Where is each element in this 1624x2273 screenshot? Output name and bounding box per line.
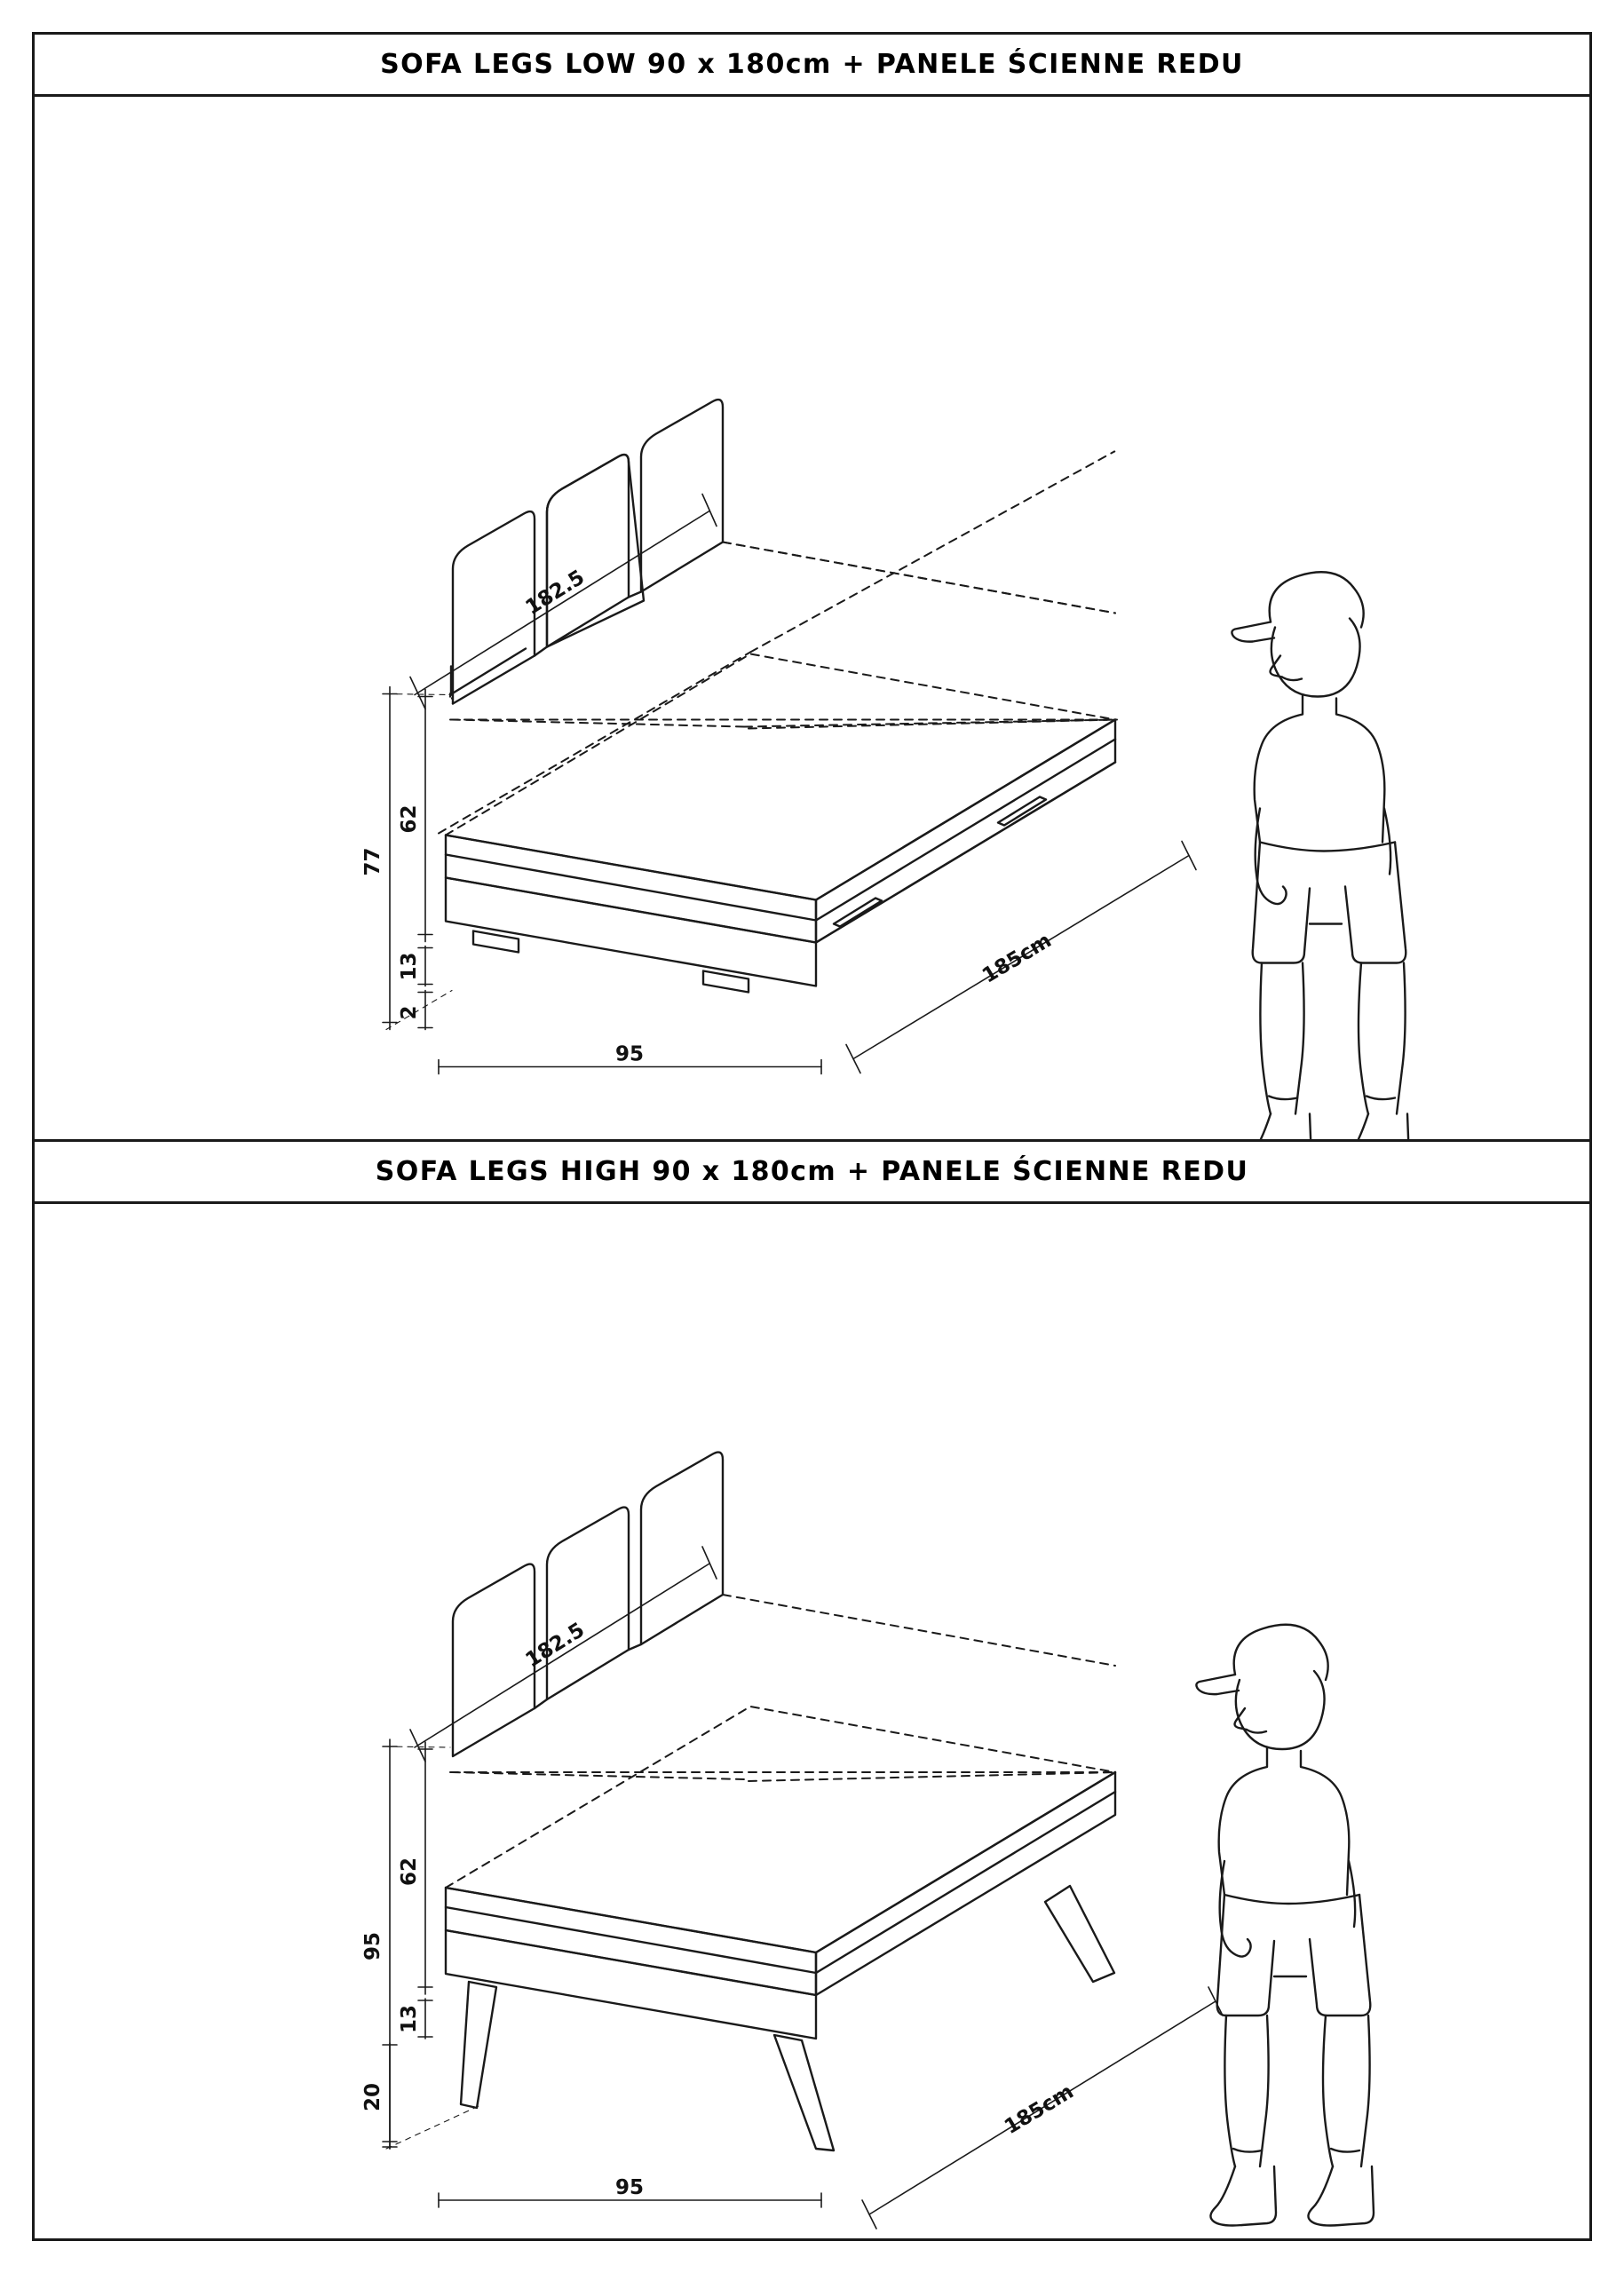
leg-high-front-left <box>461 1982 496 2108</box>
leg-low-side-marker <box>834 797 1046 927</box>
label-depth-front: 95 <box>614 1042 645 1066</box>
dimension-leg-height-high <box>383 2043 397 2149</box>
panel-high-drawing-area <box>35 1204 1589 2244</box>
label-headboard-height-high: 62 <box>398 1857 421 1887</box>
dimension-total-height <box>383 687 397 1030</box>
bed-mattress-top <box>439 452 1114 834</box>
bed-side-rail-right-high <box>816 1772 1115 1995</box>
bed-low-technical-drawing <box>35 97 1589 1139</box>
bed-high-technical-drawing <box>35 1204 1589 2244</box>
bed-side-apron <box>816 763 1115 943</box>
label-depth-front-high: 95 <box>614 2176 645 2199</box>
panel-sofa-legs-high <box>35 1139 1589 2244</box>
headboard-panel-right-high <box>641 1453 723 1644</box>
bed-hidden-edges <box>450 720 1117 729</box>
extension-lines-high <box>386 1746 479 2149</box>
headboard-base-line <box>723 543 1115 614</box>
label-length-high: 185cm <box>1001 2079 1078 2140</box>
dimension-headboard-width <box>410 495 717 709</box>
label-headboard-height: 62 <box>398 804 421 834</box>
leg-high-front-right <box>774 2035 834 2150</box>
label-length: 185cm <box>978 929 1056 988</box>
label-headboard-width: 182.5 <box>521 566 590 620</box>
leg-low-front-right <box>703 971 749 993</box>
person-silhouette <box>1196 1625 1374 2226</box>
label-total-height-high: 95 <box>361 1931 384 1961</box>
label-frame-height: 13 <box>398 952 421 981</box>
label-leg-height: 2 <box>398 1005 421 1020</box>
label-frame-height-high: 13 <box>398 2004 421 2034</box>
label-leg-height-high: 20 <box>361 2082 384 2112</box>
person-silhouette <box>1232 572 1409 1139</box>
bed-top-surface <box>446 654 1115 900</box>
headboard-panel-left <box>450 511 535 703</box>
panel-high-title-bar <box>35 1142 1589 1204</box>
panel-sofa-legs-low <box>35 35 1589 1139</box>
drawing-sheet <box>32 32 1592 2241</box>
bed-hidden-edges-high <box>446 1707 1117 1888</box>
dimension-headboard-width-high <box>410 1547 717 1762</box>
bed-front-apron-high <box>446 1930 816 2039</box>
leg-low-front-left <box>473 931 519 953</box>
panel-low-drawing-area <box>35 97 1589 1139</box>
panel-low-title-bar <box>35 35 1589 97</box>
leg-high-side-right <box>1045 1886 1114 1982</box>
headboard-panel-middle-high <box>547 1508 629 1699</box>
panel-low-title: SOFA LEGS LOW 90 x 180cm + PANELE ŚCIENNE REDU <box>380 49 1244 80</box>
panel-high-title: SOFA LEGS HIGH 90 x 180cm + PANELE ŚCIENNE REDU <box>375 1156 1249 1187</box>
label-headboard-width-high: 182.5 <box>521 1618 590 1673</box>
label-total-height: 77 <box>361 847 384 876</box>
headboard-panel-left-high <box>453 1564 535 1756</box>
bed-front-rail-high <box>446 1888 816 1995</box>
bed-side-rail-right <box>816 720 1115 943</box>
bed-front-apron <box>446 878 816 986</box>
bed-front-rail <box>446 836 816 943</box>
headboard-base-line-high <box>723 1595 1115 1666</box>
headboard-panel-right <box>641 400 723 591</box>
headboard-panel-middle <box>547 455 644 646</box>
